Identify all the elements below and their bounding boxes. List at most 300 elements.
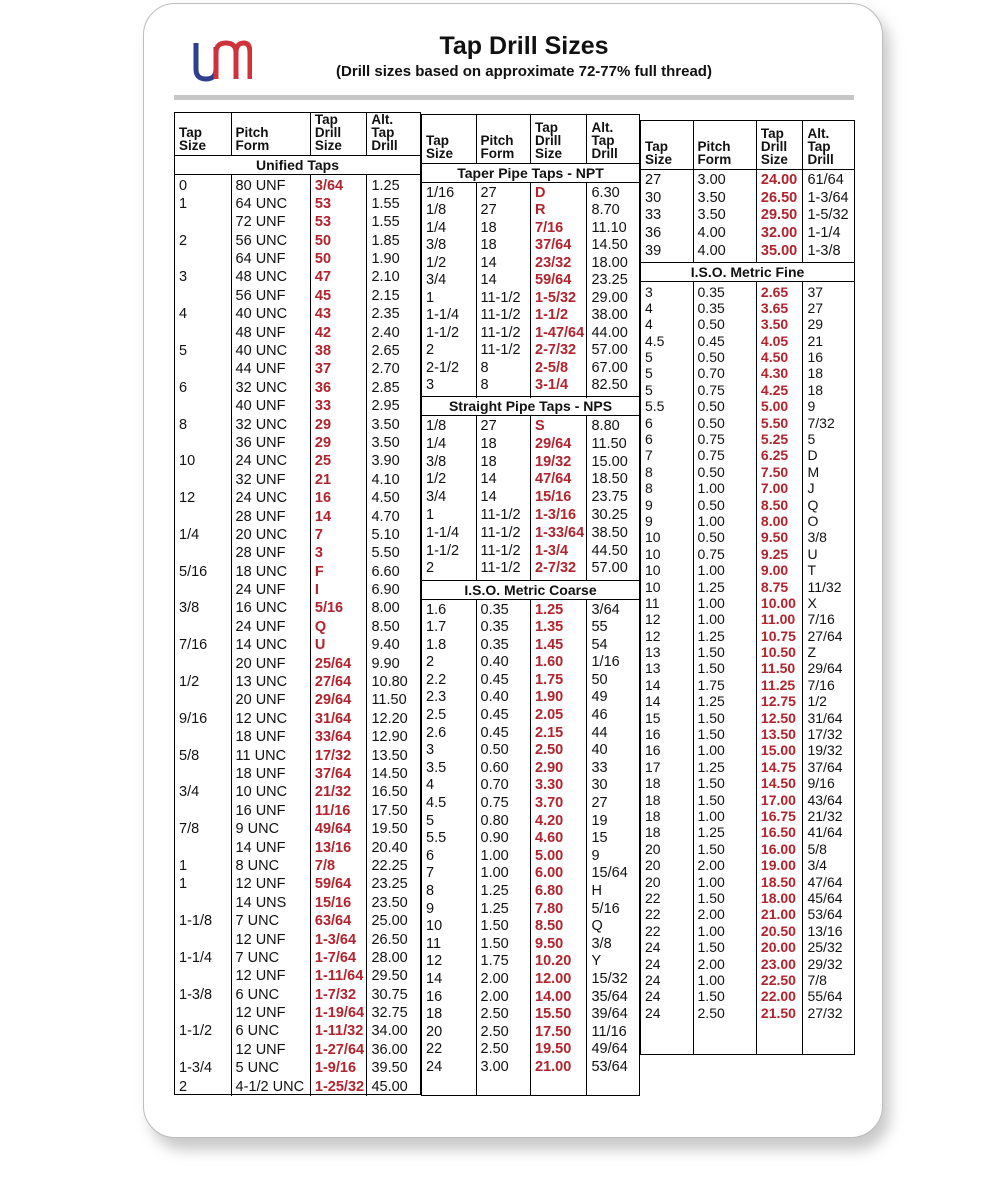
table-cell: 64 UNF [235, 251, 286, 268]
table-cell: 10.50 [760, 644, 796, 661]
table-cell: 25.00 [371, 913, 408, 930]
table-cell: 12 UNF [235, 931, 286, 948]
table-cell: 11-1/2 [480, 324, 521, 341]
table-cell: 1.45 [535, 636, 564, 653]
table-cell: 11.50 [591, 435, 627, 452]
table-cell: I [314, 582, 319, 599]
table-cell: 18 [480, 237, 497, 253]
table-cell: 18 [480, 219, 497, 236]
table-cell: 14 [426, 970, 443, 987]
table-cell: 57.00 [591, 342, 628, 358]
table-cell: S [535, 418, 545, 434]
table-cell: 4.00 [697, 225, 726, 242]
table-cell: 13.50 [760, 726, 796, 743]
table-cell: 3.90 [371, 453, 400, 470]
table-cell: 1.75 [480, 953, 509, 970]
table-cell: 4.5 [426, 795, 447, 812]
table-cell: 14.50 [760, 775, 796, 792]
column-header [422, 115, 639, 164]
table-cell: 4.10 [371, 471, 400, 488]
table-cell: 5 UNC [235, 1060, 280, 1077]
table-cell: 7/32 [807, 414, 835, 431]
table-cell: 26.50 [371, 931, 408, 948]
table-cell: Z [807, 644, 817, 661]
table-cell: 12 UNF [235, 1005, 286, 1022]
table-cell: 8 [426, 883, 435, 899]
table-cell: 47/64 [807, 873, 843, 890]
table-cell: 11.50 [760, 660, 796, 677]
table-cell: 3/4 [426, 272, 447, 288]
table-cell: 24 [645, 988, 661, 1005]
table-cell: 3.70 [535, 795, 564, 812]
table-cell: 2.6 [426, 724, 447, 741]
table-cell: 37 [807, 283, 824, 300]
table-cell: 13 UNC [235, 674, 288, 691]
table-cell: 37/64 [314, 766, 352, 782]
table-cell: 32 UNC [235, 416, 288, 433]
table-cell: 5.50 [371, 545, 400, 562]
table-cell: 0.40 [480, 654, 509, 671]
table-cell: 2.00 [480, 988, 509, 1005]
table-cell: D [807, 447, 818, 464]
table-cell [179, 434, 231, 452]
table-cell: 2 [179, 232, 188, 249]
table-cell: 0 [179, 177, 188, 194]
table-cell: 24 [426, 1058, 443, 1075]
table-cell: 20 [645, 840, 661, 857]
table-cell: 4 [179, 306, 188, 323]
table-cell: 44.50 [591, 542, 628, 559]
table-cell: 33 [591, 759, 608, 776]
table-cell: 30 [645, 189, 662, 206]
table-cell [179, 1004, 231, 1022]
table-cell: 12.90 [371, 729, 408, 746]
table-cell: 47/64 [535, 471, 572, 488]
table-cell: 33/64 [314, 729, 352, 746]
table-cell: 0.35 [697, 299, 725, 316]
table-cell: 5.5 [426, 830, 447, 847]
table-cell [179, 802, 231, 820]
table-cell: 0.35 [697, 283, 725, 300]
table-cell: 1-7/32 [314, 986, 357, 1003]
table-cell: 3.50 [371, 434, 400, 451]
table-cell: 12.75 [760, 693, 796, 710]
table-cell: 9.90 [371, 655, 400, 672]
table-cell: 10 [645, 562, 661, 579]
table-cell: 24 [645, 955, 661, 972]
table-cell: 29.50 [760, 207, 798, 224]
table-cell: 1.50 [697, 644, 725, 661]
table-cell: Q [807, 496, 819, 513]
table-cell [179, 250, 231, 268]
table-cell: 16.50 [371, 784, 408, 801]
table-cell: 16 UNF [235, 802, 286, 819]
table-cell: 1-5/32 [807, 207, 849, 224]
header-tap-drill-size: Tap Drill Size [756, 121, 803, 169]
table-cell: 19/32 [807, 742, 843, 759]
table-cell: 4 [645, 299, 653, 316]
table-cell: 3/8 [807, 529, 827, 546]
table-cell: 12 [426, 953, 443, 970]
section-nps: Straight Pipe Taps - NPS [422, 396, 639, 416]
table-cell: 40 UNC [235, 306, 288, 323]
table-cell: 4-1/2 UNC [235, 1078, 305, 1095]
table-cell [179, 544, 231, 562]
table-cell: 39.50 [371, 1060, 408, 1077]
table-cell: 29/64 [535, 435, 572, 452]
alt-drill-list [586, 600, 639, 1096]
table-cell: 12 [645, 611, 661, 628]
table-cell: 21.00 [760, 906, 796, 923]
table-cell: 2.00 [480, 970, 509, 987]
table-cell: 3.5 [426, 759, 447, 776]
metric-fine-column [640, 120, 855, 1055]
table-cell: 3 [179, 269, 188, 286]
table-cell: 0.50 [697, 529, 725, 546]
table-cell: 0.50 [697, 414, 725, 431]
table-cell: 43 [314, 306, 332, 323]
table-cell: 11/16 [314, 802, 351, 819]
table-cell: 0.50 [697, 463, 725, 480]
table-cell: 28 UNF [235, 508, 286, 525]
table-cell: 1.50 [480, 935, 509, 952]
table-cell: 21.00 [535, 1058, 572, 1075]
table-cell: 19/32 [535, 453, 572, 470]
table-cell: 1.75 [697, 676, 725, 693]
table-cell: 14.50 [591, 237, 628, 253]
table-cell: 10.80 [371, 674, 408, 691]
table-cell: 3 [645, 283, 653, 300]
table-cell: 6.60 [371, 563, 400, 580]
table-cell: 2 [179, 1078, 188, 1095]
table-cell: 3.30 [535, 777, 564, 794]
table-cell: 8 [480, 359, 489, 376]
metric-fine-grid [641, 282, 854, 1055]
table-cell: 1-7/64 [314, 949, 357, 966]
table-cell: Y [591, 953, 602, 970]
table-cell [179, 728, 231, 746]
table-cell: 8.80 [591, 418, 620, 434]
table-cell: 27 [645, 172, 662, 188]
table-cell: 23/32 [535, 254, 572, 271]
table-cell: 14.50 [371, 766, 408, 782]
table-cell: 20 UNF [235, 692, 286, 709]
table-cell: 6.00 [535, 865, 564, 882]
table-cell: 1-1/2 [426, 324, 460, 341]
pitch-form-list [476, 600, 531, 1096]
tap-drill-list [756, 170, 803, 263]
table-cell: 7 [426, 865, 435, 882]
table-cell: 1-27/64 [314, 1041, 365, 1058]
table-cell: 4.50 [760, 349, 789, 366]
table-cell: 0.45 [697, 332, 725, 349]
table-cell: 63/64 [314, 913, 352, 930]
table-cell: J [807, 480, 815, 497]
pitch-form-list [476, 183, 531, 398]
table-cell: 1.35 [535, 619, 564, 636]
table-cell: 12 UNF [235, 876, 286, 893]
table-cell: 14 [645, 693, 661, 710]
table-cell [179, 1041, 231, 1059]
table-cell: 22 [426, 1041, 443, 1058]
table-cell: 27 [480, 418, 497, 434]
table-cell: 7/16 [807, 676, 835, 693]
table-cell [179, 967, 231, 985]
table-cell: 2.00 [697, 857, 725, 874]
table-cell: 2.65 [760, 283, 789, 300]
table-cell: 80 UNF [235, 177, 286, 194]
table-cell: 1 [426, 289, 435, 306]
column-header [175, 113, 420, 156]
table-cell: 4.70 [371, 508, 400, 525]
table-cell: 27/64 [807, 627, 843, 644]
table-cell: 11-1/2 [480, 307, 521, 323]
table-cell: 5 [179, 343, 188, 360]
table-cell: 47 [314, 269, 332, 286]
table-cell: U [314, 637, 326, 654]
alt-drill-list [586, 416, 639, 581]
table-cell: 49/64 [591, 1041, 628, 1058]
table-cell: 24 UNF [235, 618, 286, 635]
table-cell: 1-3/8 [179, 986, 213, 1003]
table-cell: 15/16 [314, 894, 352, 911]
table-cell: 18.00 [591, 254, 628, 271]
table-cell: 37/64 [807, 758, 843, 775]
table-cell: 38.00 [591, 307, 628, 323]
table-cell: 54 [591, 636, 608, 653]
table-cell: 18.50 [591, 471, 628, 488]
table-cell: 8 [179, 416, 188, 433]
table-cell: 8.70 [591, 202, 620, 218]
table-cell: 7/8 [179, 821, 200, 838]
table-cell: 0.35 [480, 601, 509, 618]
table-cell: 2.05 [535, 707, 564, 724]
table-cell: 1.00 [697, 562, 725, 579]
table-cell: 2 [426, 560, 435, 577]
table-cell: 31/64 [314, 710, 352, 727]
table-cell: 64 UNC [235, 195, 288, 212]
table-cell: 3 [426, 742, 435, 759]
table-cell [179, 765, 231, 783]
table-cell: 6 [645, 414, 653, 431]
table-cell: 39 [645, 242, 662, 259]
table-cell: 1.90 [371, 251, 400, 268]
table-cell: 37 [314, 361, 332, 378]
table-cell: 1.55 [371, 195, 400, 212]
tap-size-list [641, 170, 693, 263]
table-cell: 16 [807, 349, 824, 366]
table-cell: 1.00 [697, 480, 725, 497]
table-cell: 7/16 [807, 611, 835, 628]
table-cell: 0.75 [480, 795, 509, 812]
table-cell: 4.50 [371, 490, 400, 507]
table-cell: 1.50 [697, 726, 725, 743]
tap-size-list [641, 282, 693, 1055]
table-cell: 15/64 [591, 865, 628, 882]
table-cell: 1/4 [179, 526, 200, 543]
table-cell: 12 [645, 627, 661, 644]
table-cell: 4 [645, 316, 653, 333]
table-cell: 5 [645, 349, 653, 366]
table-cell: 11-1/2 [480, 524, 521, 541]
table-cell: 7.50 [760, 463, 789, 480]
header-alt-tap-drill: Alt. Tap Drill [586, 115, 639, 163]
table-cell: 11/32 [807, 578, 842, 595]
table-cell: 1.6 [426, 601, 447, 618]
table-cell: 1-33/64 [535, 524, 585, 541]
table-cell: 4.5 [645, 332, 665, 349]
table-cell [179, 397, 231, 415]
tap-drill-list [530, 600, 586, 1096]
table-cell: 27 [591, 795, 608, 812]
table-cell: 5.25 [760, 431, 789, 448]
table-cell: 10.00 [760, 594, 796, 611]
table-cell: 18.50 [760, 873, 796, 890]
table-cell: 1.25 [480, 900, 509, 917]
table-cell: 36.00 [371, 1041, 408, 1058]
table-cell: 18 UNC [235, 563, 288, 580]
table-cell: 36 UNF [235, 434, 286, 451]
table-cell [179, 655, 231, 673]
table-cell: 29 [314, 434, 332, 451]
table-cell: 14 [480, 272, 497, 288]
table-cell: 1.25 [697, 758, 725, 775]
table-cell: 13.50 [371, 747, 408, 764]
table-cell: 10.75 [760, 627, 796, 644]
table-cell: 7.80 [535, 900, 564, 917]
table-cell: 67.00 [591, 359, 628, 376]
table-cell: 9/16 [807, 775, 835, 792]
table-cell: 1-19/64 [314, 1005, 365, 1022]
table-cell: 0.45 [480, 724, 509, 741]
table-cell: 1-3/4 [179, 1060, 213, 1077]
table-cell: 11/16 [591, 1023, 627, 1040]
table-cell: 12 UNC [235, 710, 288, 727]
table-cell: 0.35 [480, 619, 509, 636]
table-cell: 3 [314, 545, 323, 562]
table-cell: 13 [645, 660, 661, 677]
table-cell: 37/64 [535, 237, 572, 253]
table-cell: 9 [645, 496, 653, 513]
table-cell: 2.15 [371, 287, 400, 304]
table-cell: 7 UNC [235, 913, 280, 930]
table-cell: 18 [807, 365, 824, 382]
table-cell: 20.00 [760, 939, 796, 956]
table-cell: 1-1/4 [807, 225, 841, 242]
nps-grid [422, 416, 639, 581]
table-cell: 18 [807, 381, 824, 398]
table-cell: 55 [591, 619, 608, 636]
table-cell: 5 [807, 431, 816, 448]
table-cell: 2.50 [480, 1041, 509, 1058]
table-cell: 6 UNC [235, 1023, 280, 1040]
table-cell: 12.00 [535, 970, 572, 987]
table-cell: 14 UNF [235, 839, 286, 856]
table-cell: 17.50 [371, 802, 408, 819]
table-cell: 16 [645, 726, 661, 743]
table-cell: 18 UNF [235, 729, 286, 746]
table-cell: 1.00 [697, 873, 725, 890]
table-cell: 40 UNC [235, 343, 288, 360]
table-cell: 27/64 [314, 674, 352, 691]
table-cell: 14 [480, 254, 497, 271]
table-cell: 9.25 [760, 545, 789, 562]
table-cell: 8.00 [760, 512, 789, 529]
table-cell: 20 UNF [235, 655, 286, 672]
table-cell: 38.50 [591, 524, 628, 541]
table-cell: 20 UNC [235, 526, 288, 543]
header-pitch-form: Pitch Form [693, 121, 756, 169]
table-cell: 1-1/2 [535, 307, 569, 323]
table-cell: 7/16 [179, 637, 208, 654]
table-cell: 6 [179, 379, 188, 396]
table-cell: 1-3/64 [807, 189, 849, 206]
table-cell: 1.25 [697, 578, 725, 595]
table-cell: 1-3/64 [314, 931, 357, 948]
table-cell: 14 [314, 508, 332, 525]
table-cell: 2-7/32 [535, 560, 577, 577]
table-cell: 10 [645, 578, 661, 595]
table-cell: 14 UNC [235, 637, 288, 654]
table-cell: 1-1/4 [426, 524, 460, 541]
table-cell: 18 UNF [235, 766, 286, 782]
table-cell: 1-11/32 [314, 1023, 364, 1040]
table-cell: 13/16 [314, 839, 352, 856]
table-cell [179, 213, 231, 231]
table-cell: 1.50 [697, 840, 725, 857]
table-cell [179, 839, 231, 857]
table-cell: 0.75 [697, 447, 725, 464]
table-cell: 50 [314, 232, 332, 249]
table-cell: 3/4 [179, 784, 200, 801]
table-cell: 48 UNF [235, 324, 286, 341]
table-cell: 56 UNC [235, 232, 288, 249]
table-cell: 2.90 [535, 759, 564, 776]
table-cell: 3/8 [426, 237, 447, 253]
table-cell: 38 [314, 343, 332, 360]
table-cell: 1 [179, 876, 188, 893]
table-cell: 1.00 [697, 971, 725, 988]
table-cell: 3/64 [314, 177, 344, 194]
table-cell: 6.30 [591, 184, 620, 201]
table-cell: 1.60 [535, 654, 564, 671]
table-cell: 8 [645, 480, 653, 497]
table-cell: 1/4 [426, 435, 447, 452]
table-cell [179, 931, 231, 949]
table-cell: 6.90 [371, 582, 400, 599]
table-cell: 1.55 [371, 214, 400, 231]
table-cell: 3/8 [426, 453, 447, 470]
table-cell: 11-1/2 [480, 342, 521, 358]
table-cell: 8.50 [760, 496, 789, 513]
pitch-form-list [693, 170, 756, 263]
table-cell: 45.00 [371, 1078, 408, 1095]
table-cell: Q [591, 918, 603, 935]
table-cell: 21 [807, 332, 824, 349]
table-cell: 1.50 [697, 791, 725, 808]
tap-size-list [175, 175, 231, 1097]
table-cell: 35/64 [591, 988, 628, 1005]
table-cell: 21.50 [760, 1004, 796, 1021]
table-cell: 1 [426, 506, 435, 523]
tap-drill-list [530, 416, 586, 581]
table-cell: 20.50 [760, 922, 796, 939]
table-cell: 9.00 [760, 562, 789, 579]
table-cell: 19.50 [535, 1041, 572, 1058]
table-cell: 28.00 [371, 949, 408, 966]
table-cell: 7 UNC [235, 949, 280, 966]
table-cell: 0.50 [697, 316, 725, 333]
